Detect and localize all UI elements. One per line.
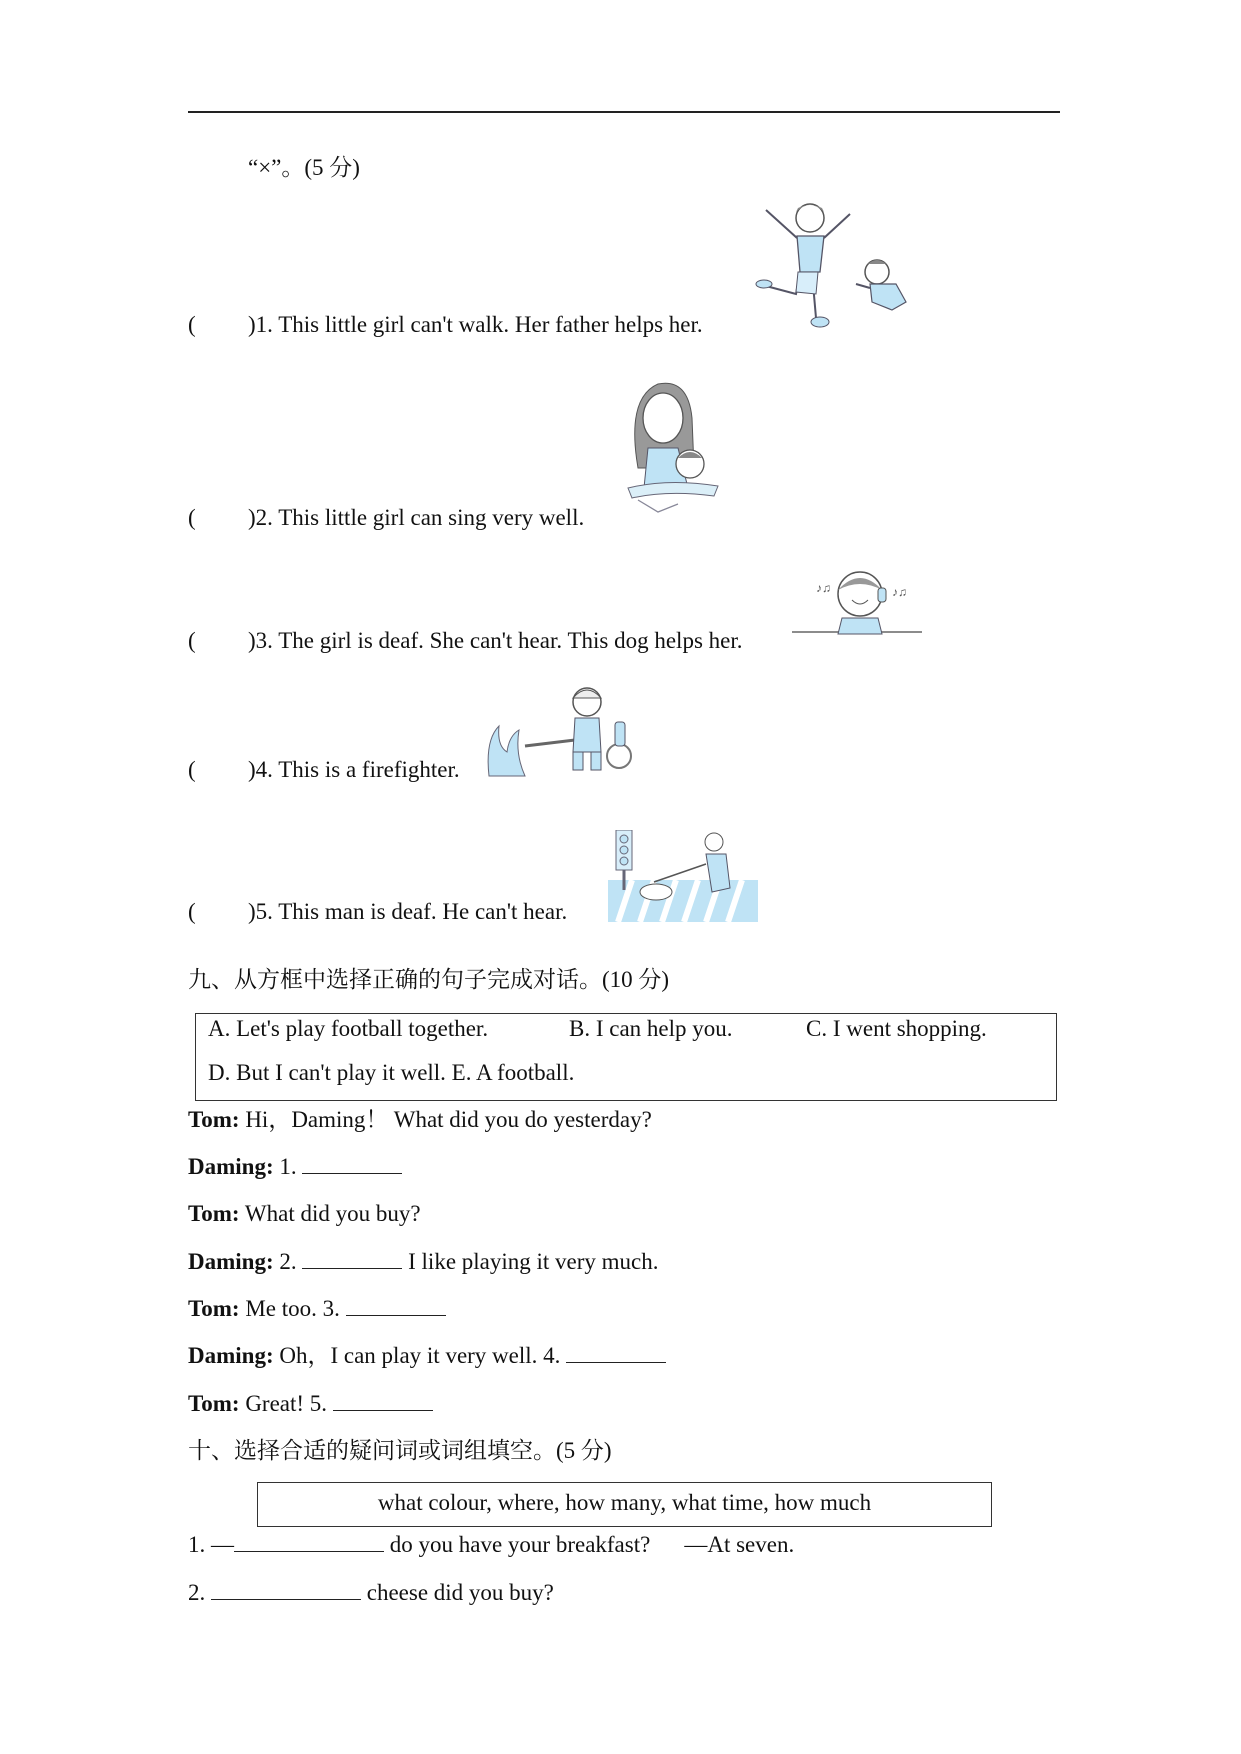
dialogue-line-1 [188, 1106, 652, 1134]
section10-title: 十、选择合适的疑问词或词组填空。(5 分) [188, 1438, 612, 1463]
answer-blank-2[interactable] [302, 1248, 402, 1269]
dialogue-text: Hi，Daming！ What did you do yesterday? [239, 1107, 652, 1132]
answer-bracket[interactable]: ( [188, 628, 196, 653]
option-a: A. Let's play football together. [208, 1016, 489, 1041]
question-row-2 [188, 504, 584, 532]
question-row-3 [188, 627, 743, 655]
svg-text:♪♫: ♪♫ [816, 581, 831, 595]
word-bank-text: what colour, where, how many, what time, how much [377, 1490, 872, 1515]
dialogue-text-after: I like playing it very much. [402, 1249, 659, 1274]
question-number: 1. — [188, 1532, 234, 1557]
dialogue-line-6 [188, 1342, 666, 1370]
answer-blank-1[interactable] [302, 1153, 402, 1174]
speaker-label: Tom: [188, 1391, 240, 1416]
dialogue-text: Oh，I can play it very well. 4. [273, 1343, 567, 1368]
answer-text: —At seven. [684, 1532, 795, 1557]
speaker-label: Tom: [188, 1107, 240, 1132]
dialogue-line-7 [188, 1390, 433, 1418]
question-text: )2. This little girl can sing very well. [248, 505, 585, 530]
question-row-5 [188, 898, 567, 926]
section9-title: 九、从方框中选择正确的句子完成对话。(10 分) [188, 967, 670, 992]
question-text: )1. This little girl can't walk. Her father helps her. [248, 312, 703, 337]
dialogue-text: Great! 5. [239, 1391, 333, 1416]
fill-blank-1[interactable] [234, 1531, 384, 1552]
dialogue-line-4 [188, 1248, 659, 1276]
speaker-label: Daming: [188, 1249, 274, 1274]
dialogue-line-3 [188, 1200, 421, 1228]
speaker-label: Daming: [188, 1154, 274, 1179]
section8-instruction: “×”。(5 分) [248, 155, 360, 180]
question-text: )3. The girl is deaf. She can't hear. This dog helps her. [248, 628, 743, 653]
question-text: )5. This man is deaf. He can't hear. [248, 899, 568, 924]
option-d-e: D. But I can't play it well. E. A football. [208, 1060, 575, 1085]
question-text: do you have your breakfast? [384, 1532, 651, 1557]
word-bank-box [257, 1482, 992, 1527]
fill-blank-2[interactable] [211, 1579, 361, 1600]
answer-bracket[interactable]: ( [188, 505, 196, 530]
question-text: cheese did you buy? [361, 1580, 554, 1605]
section9-options-box [195, 1013, 1057, 1101]
speaker-label: Daming: [188, 1343, 274, 1368]
question-row-1 [188, 311, 703, 339]
dialogue-line-2 [188, 1153, 402, 1181]
answer-bracket[interactable]: ( [188, 312, 196, 337]
dialogue-text: What did you buy? [239, 1201, 421, 1226]
speaker-label: Tom: [188, 1201, 240, 1226]
dialogue-text: 2. [273, 1249, 303, 1274]
question-text: )4. This is a firefighter. [248, 757, 460, 782]
father-and-toddler-illustration [752, 198, 912, 330]
option-c: C. I went shopping. [806, 1016, 987, 1041]
woman-holding-child-swimming-illustration [618, 378, 722, 520]
dialogue-text: Me too. 3. [239, 1296, 346, 1321]
dialogue-text: 1. [273, 1154, 303, 1179]
answer-blank-5[interactable] [333, 1390, 433, 1411]
fill-question-1 [188, 1531, 794, 1559]
question-number: 2. [188, 1580, 211, 1605]
option-b: B. I can help you. [569, 1016, 733, 1041]
dialogue-line-5 [188, 1295, 446, 1323]
header-rule [188, 111, 1060, 113]
firefighter-with-hose-illustration [485, 680, 645, 780]
answer-blank-4[interactable] [566, 1342, 666, 1363]
answer-blank-3[interactable] [346, 1295, 446, 1316]
svg-text:♪♫: ♪♫ [892, 585, 907, 599]
speaker-label: Tom: [188, 1296, 240, 1321]
fill-question-2 [188, 1579, 554, 1607]
question-row-4 [188, 756, 460, 784]
girl-with-headphones-singing-illustration [792, 562, 922, 642]
answer-bracket[interactable]: ( [188, 757, 196, 782]
answer-bracket[interactable]: ( [188, 899, 196, 924]
man-with-guide-dog-crossing-illustration [608, 830, 758, 922]
